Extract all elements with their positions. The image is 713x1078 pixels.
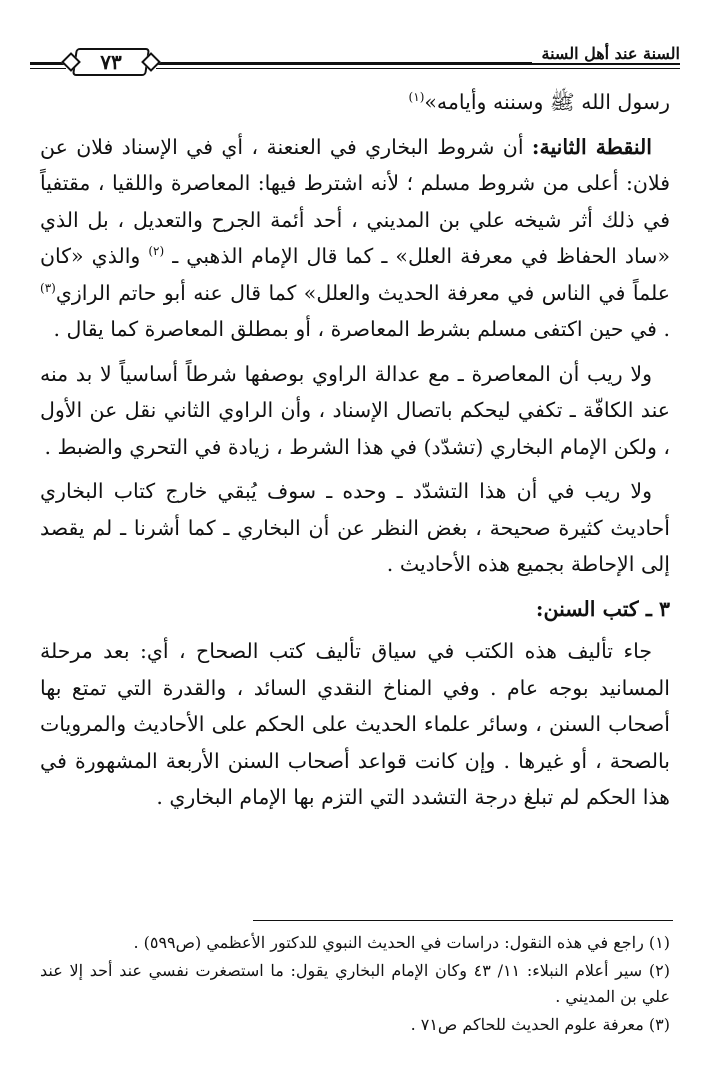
paragraph: جاء تأليف هذه الكتب في سياق تأليف كتب الصحاح ، أي: بعد مرحلة المسانيد بوجه عام . وفي المناخ النقدي السائد ، والقدرة التي تمتع بها أصحاب السنن ، وسائر علماء الحديث على الحكم على الأحاديث والمرويات بالصحة ، أو غيرها . وإن كانت قواعد أصحاب السنن الأربعة المشهورة في هذا الحكم لم تبلغ درجة التشدد التي التزم بها الإمام البخاري . xyxy=(40,639,670,809)
footnotes xyxy=(40,930,670,1040)
footnote-ref[interactable]: (٣) xyxy=(40,280,56,295)
footnote-ref[interactable]: (٢) xyxy=(148,244,165,259)
section-heading: ٣ ـ كتب السنن: xyxy=(535,596,670,621)
footnote-ref[interactable]: (١) xyxy=(408,90,425,105)
paragraph-second-point xyxy=(40,129,670,348)
paragraph-text: أن شروط البخاري في العنعنة ، أي في الإسناد فلان عن فلان: أعلى من شروط مسلم ؛ لأنه اشترط فيها: المعاصرة واللقيا ، مقتفياً في ذلك أثر شيخه علي بن المديني ، أحد أئمة الجرح والتعديل ، بل الذي «ساد الحفاظ في معرفة العلل» ـ كما قال الإمام الذهبي ـ xyxy=(40,134,670,268)
footnote-2: (٢) سير أعلام النبلاء: ١١/ ٤٣ وكان الإمام البخاري يقول: ما استصغرت نفسي عند أحد إلا عند علي بن المديني . xyxy=(40,961,670,1006)
page-number: ٧٣ xyxy=(100,50,122,74)
paragraph-lead: النقطة الثانية: xyxy=(531,134,653,159)
footnote-3: (٣) معرفة علوم الحديث للحاكم ص٧١ . xyxy=(410,1015,670,1034)
paragraph-text: والذي «كان علماً في الناس في معرفة الحديث والعلل» كما قال عنه أبو حاتم الرازي xyxy=(40,244,670,305)
paragraph: ولا ريب في أن هذا التشدّد ـ وحده ـ سوف يُبقي خارج كتاب البخاري أحاديث كثيرة صحيحة ، بغض النظر عن أن البخاري ـ كما أشرنا ـ لم يقصد إلى الإحاطة بجميع هذه الأحاديث . xyxy=(40,479,670,576)
running-title: السنة عند أهل السنة xyxy=(532,44,680,63)
footnote-rule xyxy=(253,920,673,921)
body-text xyxy=(40,84,670,824)
paragraph-text: . في حين اكتفى مسلم بشرط المعاصرة ، أو بمطلق المعاصرة كما يقال . xyxy=(53,317,670,341)
paragraph-text: رسول الله ﷺ وسننه وأيامه» xyxy=(424,90,670,114)
paragraph: ولا ريب أن المعاصرة ـ مع عدالة الراوي بوصفها شرطاً أساسياً لا بد منه عند الكافّة ـ تكفي ليحكم باتصال الإسناد ، وأن الراوي الثاني نقل عن الأول ، ولكن الإمام البخاري (تشدّد) في هذا الشرط ، زيادة في التحري والضبط . xyxy=(40,361,670,459)
page-number-frame xyxy=(66,46,156,78)
page-header xyxy=(30,40,680,80)
paragraph-continuation xyxy=(40,84,670,121)
footnote-1: (١) راجع في هذه النقول: دراسات في الحديث النبوي للدكتور الأعظمي (ص٥٩٩) . xyxy=(133,933,670,952)
